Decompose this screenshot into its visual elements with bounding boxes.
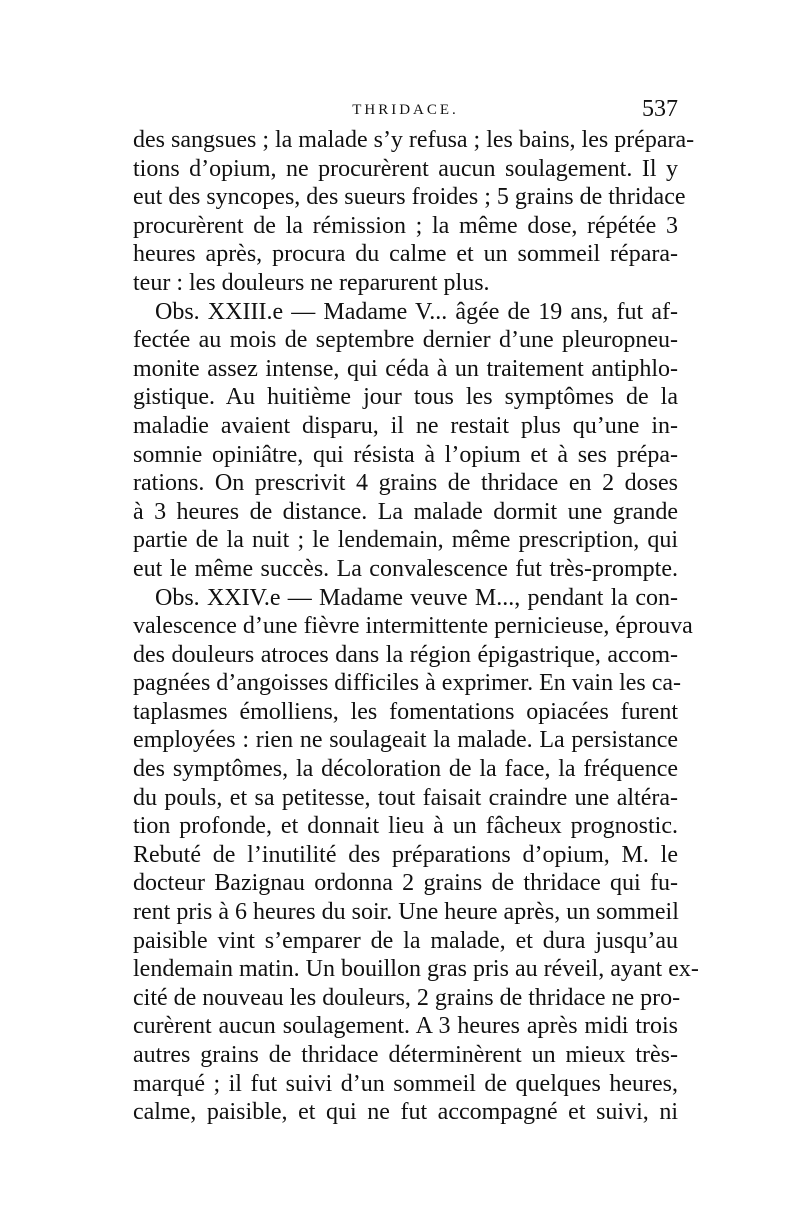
text-line: tion profonde, et donnait lieu à un fâcheux prognostic. (133, 813, 678, 840)
text-line: à 3 heures de distance. La malade dormit une grande (133, 498, 678, 525)
running-header (133, 96, 678, 126)
text-line: procurèrent de la rémission ; la même dose, répétée 3 (133, 212, 678, 239)
text-line: valescence d’une fièvre intermittente pernicieuse, éprouva (133, 613, 693, 640)
text-line: calme, paisible, et qui ne fut accompagné et suivi, ni (133, 1099, 678, 1126)
text-line: docteur Bazignau ordonna 2 grains de thridace qui fu- (133, 870, 678, 897)
text-line: taplasmes émolliens, les fomentations opiacées furent (133, 698, 678, 725)
text-line: gistique. Au huitième jour tous les symptômes de la (133, 384, 678, 411)
text-line: maladie avaient disparu, il ne restait plus qu’une in- (133, 412, 678, 439)
text-line: Rebuté de l’inutilité des préparations d’opium, M. le (133, 841, 678, 868)
text-line: rent pris à 6 heures du soir. Une heure après, un sommeil (133, 899, 679, 926)
text-line: heures après, procura du calme et un sommeil répara- (133, 241, 678, 268)
text-line: des symptômes, la décoloration de la face, la fréquence (133, 756, 678, 783)
text-line: tions d’opium, ne procurèrent aucun soulagement. Il y (133, 155, 678, 182)
text-line: somnie opiniâtre, qui résista à l’opium et à ses prépa- (133, 441, 678, 468)
text-line: fectée au mois de septembre dernier d’une pleuropneu- (133, 327, 678, 354)
text-line: employées : rien ne soulageait la malade. La persistance (133, 727, 678, 754)
text-line: lendemain matin. Un bouillon gras pris au réveil, ayant ex- (133, 956, 699, 983)
text-line: eut des syncopes, des sueurs froides ; 5 grains de thridace (133, 184, 686, 211)
text-line: rations. On prescrivit 4 grains de thridace en 2 doses (133, 470, 678, 497)
body-text (133, 126, 699, 1127)
page-number: 537 (642, 96, 678, 122)
text-line-obs-xxiv: Obs. XXIV.e — Madame veuve M..., pendant la con- (155, 584, 678, 611)
text-line: autres grains de thridace déterminèrent un mieux très- (133, 1042, 678, 1068)
text-line: teur : les douleurs ne reparurent plus. (133, 269, 490, 296)
text-line: cité de nouveau les douleurs, 2 grains de thridace ne pro- (133, 984, 681, 1011)
text-line: partie de la nuit ; le lendemain, même prescription, qui (133, 527, 678, 554)
text-line: des douleurs atroces dans la région épigastrique, accom- (133, 641, 678, 668)
text-line: du pouls, et sa petitesse, tout faisait craindre une altéra- (133, 784, 678, 811)
text-line-obs-xxiii: Obs. XXIII.e — Madame V... âgée de 19 ans, fut af- (155, 298, 678, 325)
running-title: THRIDACE. (352, 102, 459, 118)
text-line: pagnées d’angoisses difficiles à exprimer. En vain les ca- (133, 670, 682, 697)
text-line: monite assez intense, qui céda à un traitement antiphlo- (133, 355, 678, 382)
text-line: curèrent aucun soulagement. A 3 heures après midi trois (133, 1013, 678, 1040)
text-line: eut le même succès. La convalescence fut très-prompte. (133, 555, 678, 582)
text-line: des sangsues ; la malade s’y refusa ; les bains, les prépara- (133, 127, 695, 153)
text-line: marqué ; il fut suivi d’un sommeil de quelques heures, (133, 1070, 678, 1097)
text-line: paisible vint s’emparer de la malade, et dura jusqu’au (133, 927, 678, 954)
